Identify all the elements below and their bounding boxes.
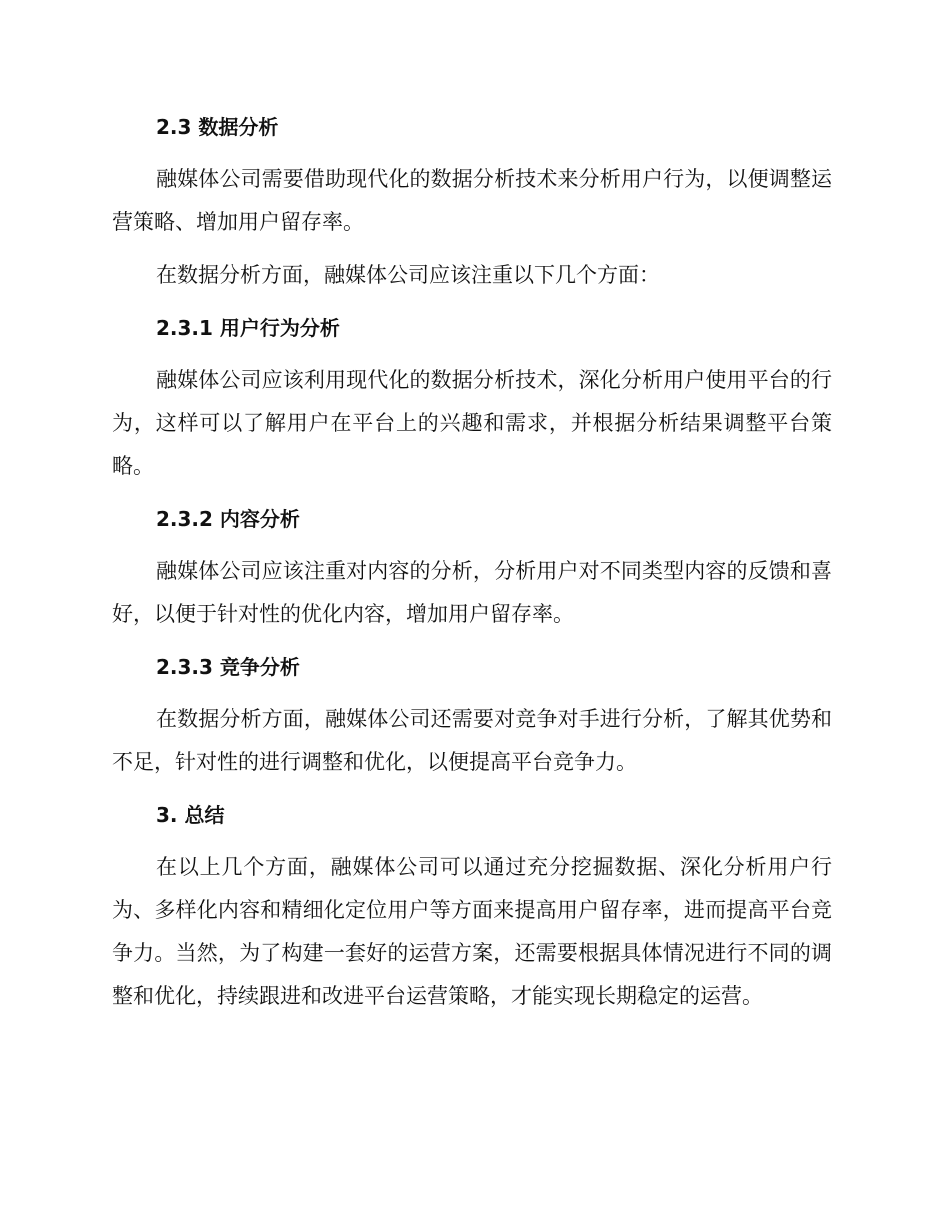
paragraph-content-analysis: 融媒体公司应该注重对内容的分析，分析用户对不同类型内容的反馈和喜好，以便于针对性的优化内容，增加用户留存率。	[112, 559, 832, 626]
section-heading-2-3-3: 2.3.3 竞争分析	[156, 655, 300, 679]
section-heading-2-3: 2.3 数据分析	[156, 115, 279, 139]
paragraph-user-behavior: 融媒体公司应该利用现代化的数据分析技术，深化分析用户使用平台的行为，这样可以了解用户在平台上的兴趣和需求，并根据分析结果调整平台策略。	[112, 368, 832, 478]
paragraph-summary: 在以上几个方面，融媒体公司可以通过充分挖掘数据、深化分析用户行为、多样化内容和精细化定位用户等方面来提高用户留存率，进而提高平台竞争力。当然，为了构建一套好的运营方案，还需要根据具体情况进行不同的调整和优化，持续跟进和改进平台运营策略，才能实现长期稳定的运营。	[112, 855, 832, 1008]
section-heading-2-3-2: 2.3.2 内容分析	[156, 507, 300, 531]
paragraph-data-analysis-aspects: 在数据分析方面，融媒体公司应该注重以下几个方面：	[156, 263, 660, 287]
paragraph-competition-analysis: 在数据分析方面，融媒体公司还需要对竞争对手进行分析，了解其优势和不足，针对性的进行调整和优化，以便提高平台竞争力。	[112, 707, 832, 774]
paragraph-data-analysis-intro: 融媒体公司需要借助现代化的数据分析技术来分析用户行为，以便调整运营策略、增加用户留存率。	[112, 167, 832, 234]
document-body	[112, 106, 832, 1028]
section-heading-2-3-1: 2.3.1 用户行为分析	[156, 316, 340, 340]
section-heading-3: 3. 总结	[156, 803, 225, 827]
